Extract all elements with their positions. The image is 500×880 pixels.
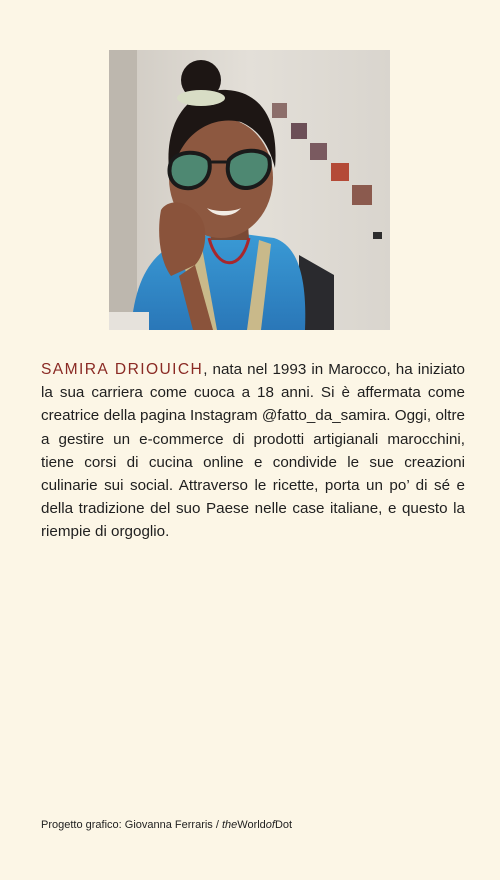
- credits-prefix: Progetto grafico: Giovanna Ferraris /: [41, 819, 222, 831]
- brand-of: of: [265, 819, 275, 831]
- brand-world: World: [237, 819, 266, 831]
- author-bio: [41, 358, 465, 544]
- brand-dot: Dot: [274, 819, 293, 831]
- author-photo: [109, 50, 390, 330]
- brand-the: the: [221, 819, 238, 831]
- design-credits: [41, 818, 292, 832]
- author-name: SAMIRA DRIOUICH: [41, 361, 204, 378]
- author-bio-text: , nata nel 1993 in Marocco, ha iniziato la sua carriera come cuoca a 18 anni. Si è affermata come creatrice della pagina Instagram @fatto_da_samira. Oggi, oltre a gestire un e-commerce di prodotti artigianali marocchini, tiene corsi di cucina online e condivide le sue creazioni culinarie sui social. Attraverso le ricette, porta un po’ di sé e della tradizione del suo Paese nelle case italiane, e questo la riempie di orgoglio.: [41, 361, 465, 541]
